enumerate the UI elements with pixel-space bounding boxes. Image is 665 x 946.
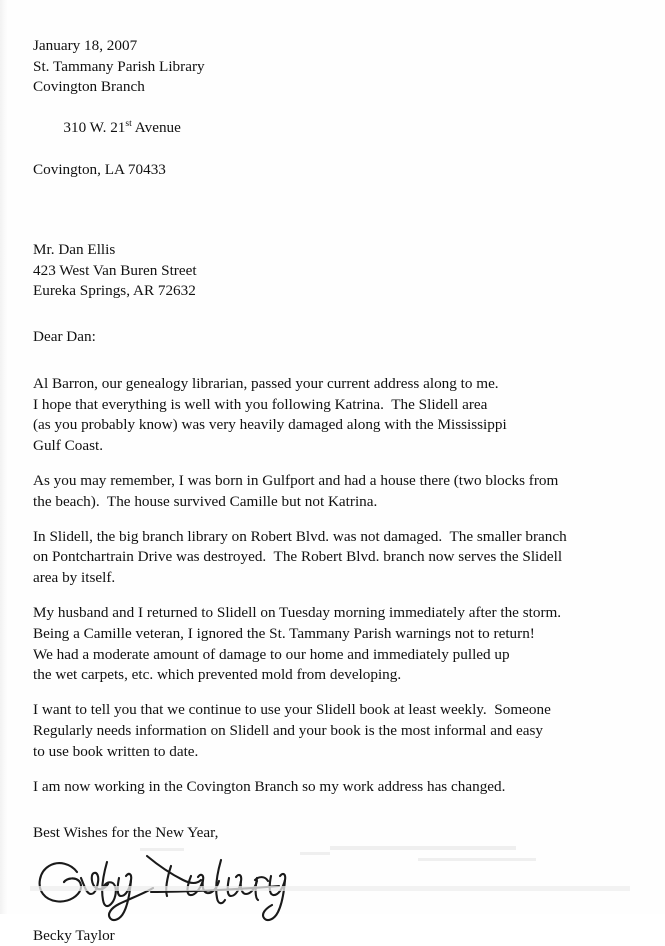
- paragraph-line: We had a moderate amount of damage to our home and immediately pulled up: [33, 645, 510, 663]
- scan-artifact: [418, 858, 536, 861]
- paragraph-line: Gulf Coast.: [33, 437, 104, 455]
- sender-street: [33, 98, 647, 160]
- recipient-street: 423 West Van Buren Street: [33, 261, 197, 279]
- typed-signature-name: Becky Taylor: [33, 926, 115, 944]
- salutation-text: Dear Dan:: [33, 328, 96, 346]
- spacer: [33, 301, 647, 327]
- sender-city-state-zip: Covington, LA 70433: [33, 160, 166, 178]
- paragraph-line: As you may remember, I was born in Gulfport and had a house there (two blocks from: [33, 471, 559, 489]
- sender-branch: Covington Branch: [33, 78, 145, 96]
- paragraph-4: [33, 603, 647, 686]
- paragraph-line: I hope that everything is well with you following Katrina. The Slidell area: [33, 395, 488, 413]
- sender-street-name: Avenue: [131, 119, 181, 137]
- salutation: [33, 327, 647, 347]
- spacer: [33, 763, 647, 777]
- scan-artifact: [140, 848, 184, 851]
- letter-body: [33, 36, 647, 946]
- paragraph-line: the beach). The house survived Camille but not Katrina.: [33, 492, 378, 510]
- recipient-name: Mr. Dan Ellis: [33, 241, 116, 259]
- paragraph-line: My husband and I returned to Slidell on Tuesday morning immediately after the storm.: [33, 603, 562, 621]
- paragraph-line: to use book written to date.: [33, 742, 199, 760]
- spacer: [33, 180, 647, 240]
- page-edge-shading: [0, 0, 8, 914]
- paragraph-line: In Slidell, the big branch library on Robert Blvd. was not damaged. The smaller branch: [33, 527, 567, 545]
- scan-artifact: [300, 852, 330, 855]
- closing: [33, 823, 647, 843]
- spacer: [33, 513, 647, 527]
- letter-date: January 18, 2007: [33, 37, 138, 54]
- paragraph-5: [33, 700, 647, 762]
- spacer: [33, 797, 647, 823]
- spacer: [33, 348, 647, 374]
- paragraph-line: area by itself.: [33, 569, 116, 587]
- scan-artifact: [30, 886, 630, 891]
- paragraph-line: Al Barron, our genealogy librarian, passed your current address along to me.: [33, 374, 499, 392]
- paragraph-line: I am now working in the Covington Branch so my work address has changed.: [33, 777, 506, 795]
- paragraph-3: [33, 527, 647, 589]
- paragraph-1: [33, 374, 647, 457]
- sender-block: [33, 36, 647, 180]
- spacer: [33, 589, 647, 603]
- ordinal-suffix: st: [125, 118, 132, 130]
- recipient-city-state-zip: Eureka Springs, AR 72632: [33, 281, 196, 299]
- recipient-block: [33, 240, 647, 301]
- paragraph-line: (as you probably know) was very heavily damaged along with the Mississippi: [33, 416, 507, 434]
- closing-text: Best Wishes for the New Year,: [33, 824, 219, 842]
- paragraph-line: I want to tell you that we continue to use your Slidell book at least weekly. Someone: [33, 701, 551, 719]
- sender-org: St. Tammany Parish Library: [33, 57, 205, 75]
- paragraph-line: the wet carpets, etc. which prevented mold from developing.: [33, 666, 402, 684]
- paragraph-line: on Pontchartrain Drive was destroyed. The Robert Blvd. branch now serves the Slidell: [33, 548, 563, 566]
- scan-artifact: [330, 846, 516, 850]
- sender-street-number: 310 W. 21: [63, 119, 126, 137]
- spacer: [33, 686, 647, 700]
- paragraph-line: Regularly needs information on Slidell and your book is the most informal and easy: [33, 721, 543, 739]
- spacer: [33, 457, 647, 471]
- paragraph-6: [33, 777, 647, 798]
- paragraph-2: [33, 471, 647, 513]
- paragraph-line: Being a Camille veteran, I ignored the St. Tammany Parish warnings not to return!: [33, 624, 535, 642]
